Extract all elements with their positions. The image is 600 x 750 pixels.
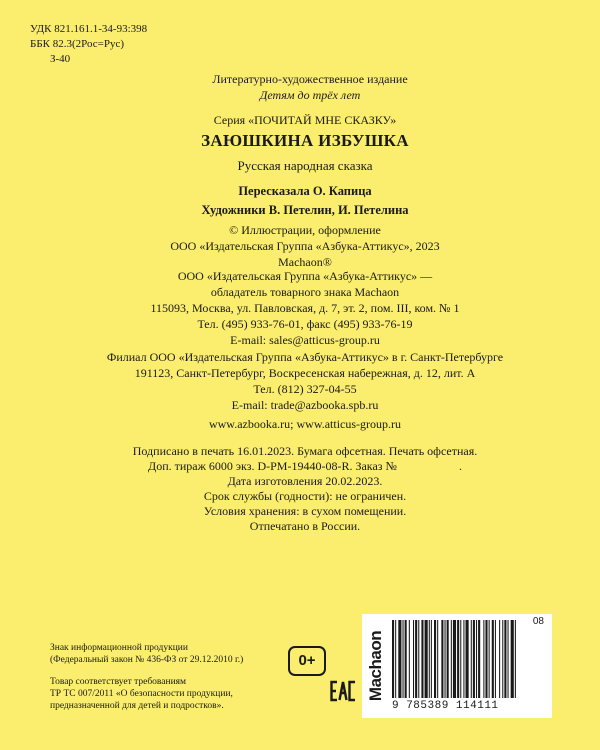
bbk-code: ББК 82.3(2Рос=Рус): [30, 38, 124, 50]
branch-phone: Тел. (812) 327-04-55: [253, 382, 357, 396]
eac-icon: [330, 680, 356, 702]
info-sign-line-1: Знак информационной продукции: [50, 643, 188, 653]
tr-ts-line-1: Товар соответствует требованиям: [50, 677, 187, 687]
info-sign-line-2: (Федеральный закон № 436-ФЗ от 29.12.2010 г.): [50, 655, 244, 665]
barcode-digits: 9 785389 114111: [392, 700, 499, 712]
publisher-block: [130, 268, 480, 348]
illustrators: Художники В. Петелин, И. Петелина: [201, 203, 409, 217]
publisher-address: 115093, Москва, ул. Павловская, д. 7, эт. 2, пом. III, ком. № 1: [150, 301, 460, 315]
tr-ts-line-3: предназначенной для детей и подростков».: [50, 701, 224, 711]
websites: www.azbooka.ru; www.atticus-group.ru: [208, 417, 402, 431]
book-subtitle: Русская народная сказка: [237, 158, 373, 173]
copyright-line-3: Machaon®: [278, 255, 332, 269]
tr-ts-line-2: ТР ТС 007/2011 «О безопасности продукции,: [50, 689, 233, 699]
publisher-email: E-mail: sales@atticus-group.ru: [230, 333, 380, 347]
barcode-icon: [392, 620, 547, 700]
book-title: ЗАЮШКИНА ИЗБУШКА: [201, 131, 409, 150]
credits: [140, 182, 470, 220]
info-sign-text: [50, 642, 243, 666]
age-rating-badge: 0+: [288, 646, 326, 676]
print-line-5: Условия хранения: в сухом помещении.: [203, 504, 407, 518]
branch-email: E-mail: trade@azbooka.spb.ru: [231, 398, 379, 412]
branch-address: 191123, Санкт-Петербург, Воскресенская набережная, д. 12, лит. А: [134, 366, 476, 380]
barcode-area: [362, 614, 552, 718]
branch-line-1: Филиал ООО «Издательская Группа «Азбука-Аттикус» в г. Санкт-Петербурге: [106, 350, 504, 364]
print-info: [120, 444, 490, 519]
series-line: Серия «ПОЧИТАЙ МНЕ СКАЗКУ»: [213, 113, 397, 127]
barcode-addon: 08: [532, 616, 544, 627]
publisher-line-2: обладатель товарного знака Machaon: [210, 285, 400, 299]
copyright-line-2: ООО «Издательская Группа «Азбука-Аттикус», 2023: [170, 239, 440, 253]
copyright-line-1: © Иллюстрации, оформление: [229, 223, 381, 237]
print-line-2: Доп. тираж 6000 экз. D-PM-19440-08-R. Заказ № .: [148, 459, 462, 473]
print-line-1: Подписано в печать 16.01.2023. Бумага офсетная. Печать офсетная.: [132, 444, 478, 458]
edition-audience: Детям до трёх лет: [259, 88, 361, 102]
publisher-phone: Тел. (495) 933-76-01, факс (495) 933-76-19: [197, 317, 413, 331]
printed-in: Отпечатано в России.: [249, 519, 361, 533]
copyright-block: [140, 222, 470, 270]
tr-ts-text: [50, 676, 233, 712]
author-mark: З-40: [50, 53, 71, 65]
edition-type: Литературно-художественное издание: [212, 72, 408, 86]
publisher-line-1: ООО «Издательская Группа «Азбука-Аттикус» —: [177, 269, 433, 283]
edition-info: [160, 71, 460, 103]
udk-bbk-block: [30, 22, 147, 67]
branch-block: [100, 349, 510, 413]
print-line-3: Дата изготовления 20.02.2023.: [227, 474, 383, 488]
retold-by: Пересказала О. Капица: [238, 184, 372, 198]
print-line-4: Срок службы (годности): не ограничен.: [203, 489, 407, 503]
machaon-logo: Machaon: [366, 630, 385, 702]
udk-code: УДК 821.161.1-34-93:398: [30, 23, 148, 35]
